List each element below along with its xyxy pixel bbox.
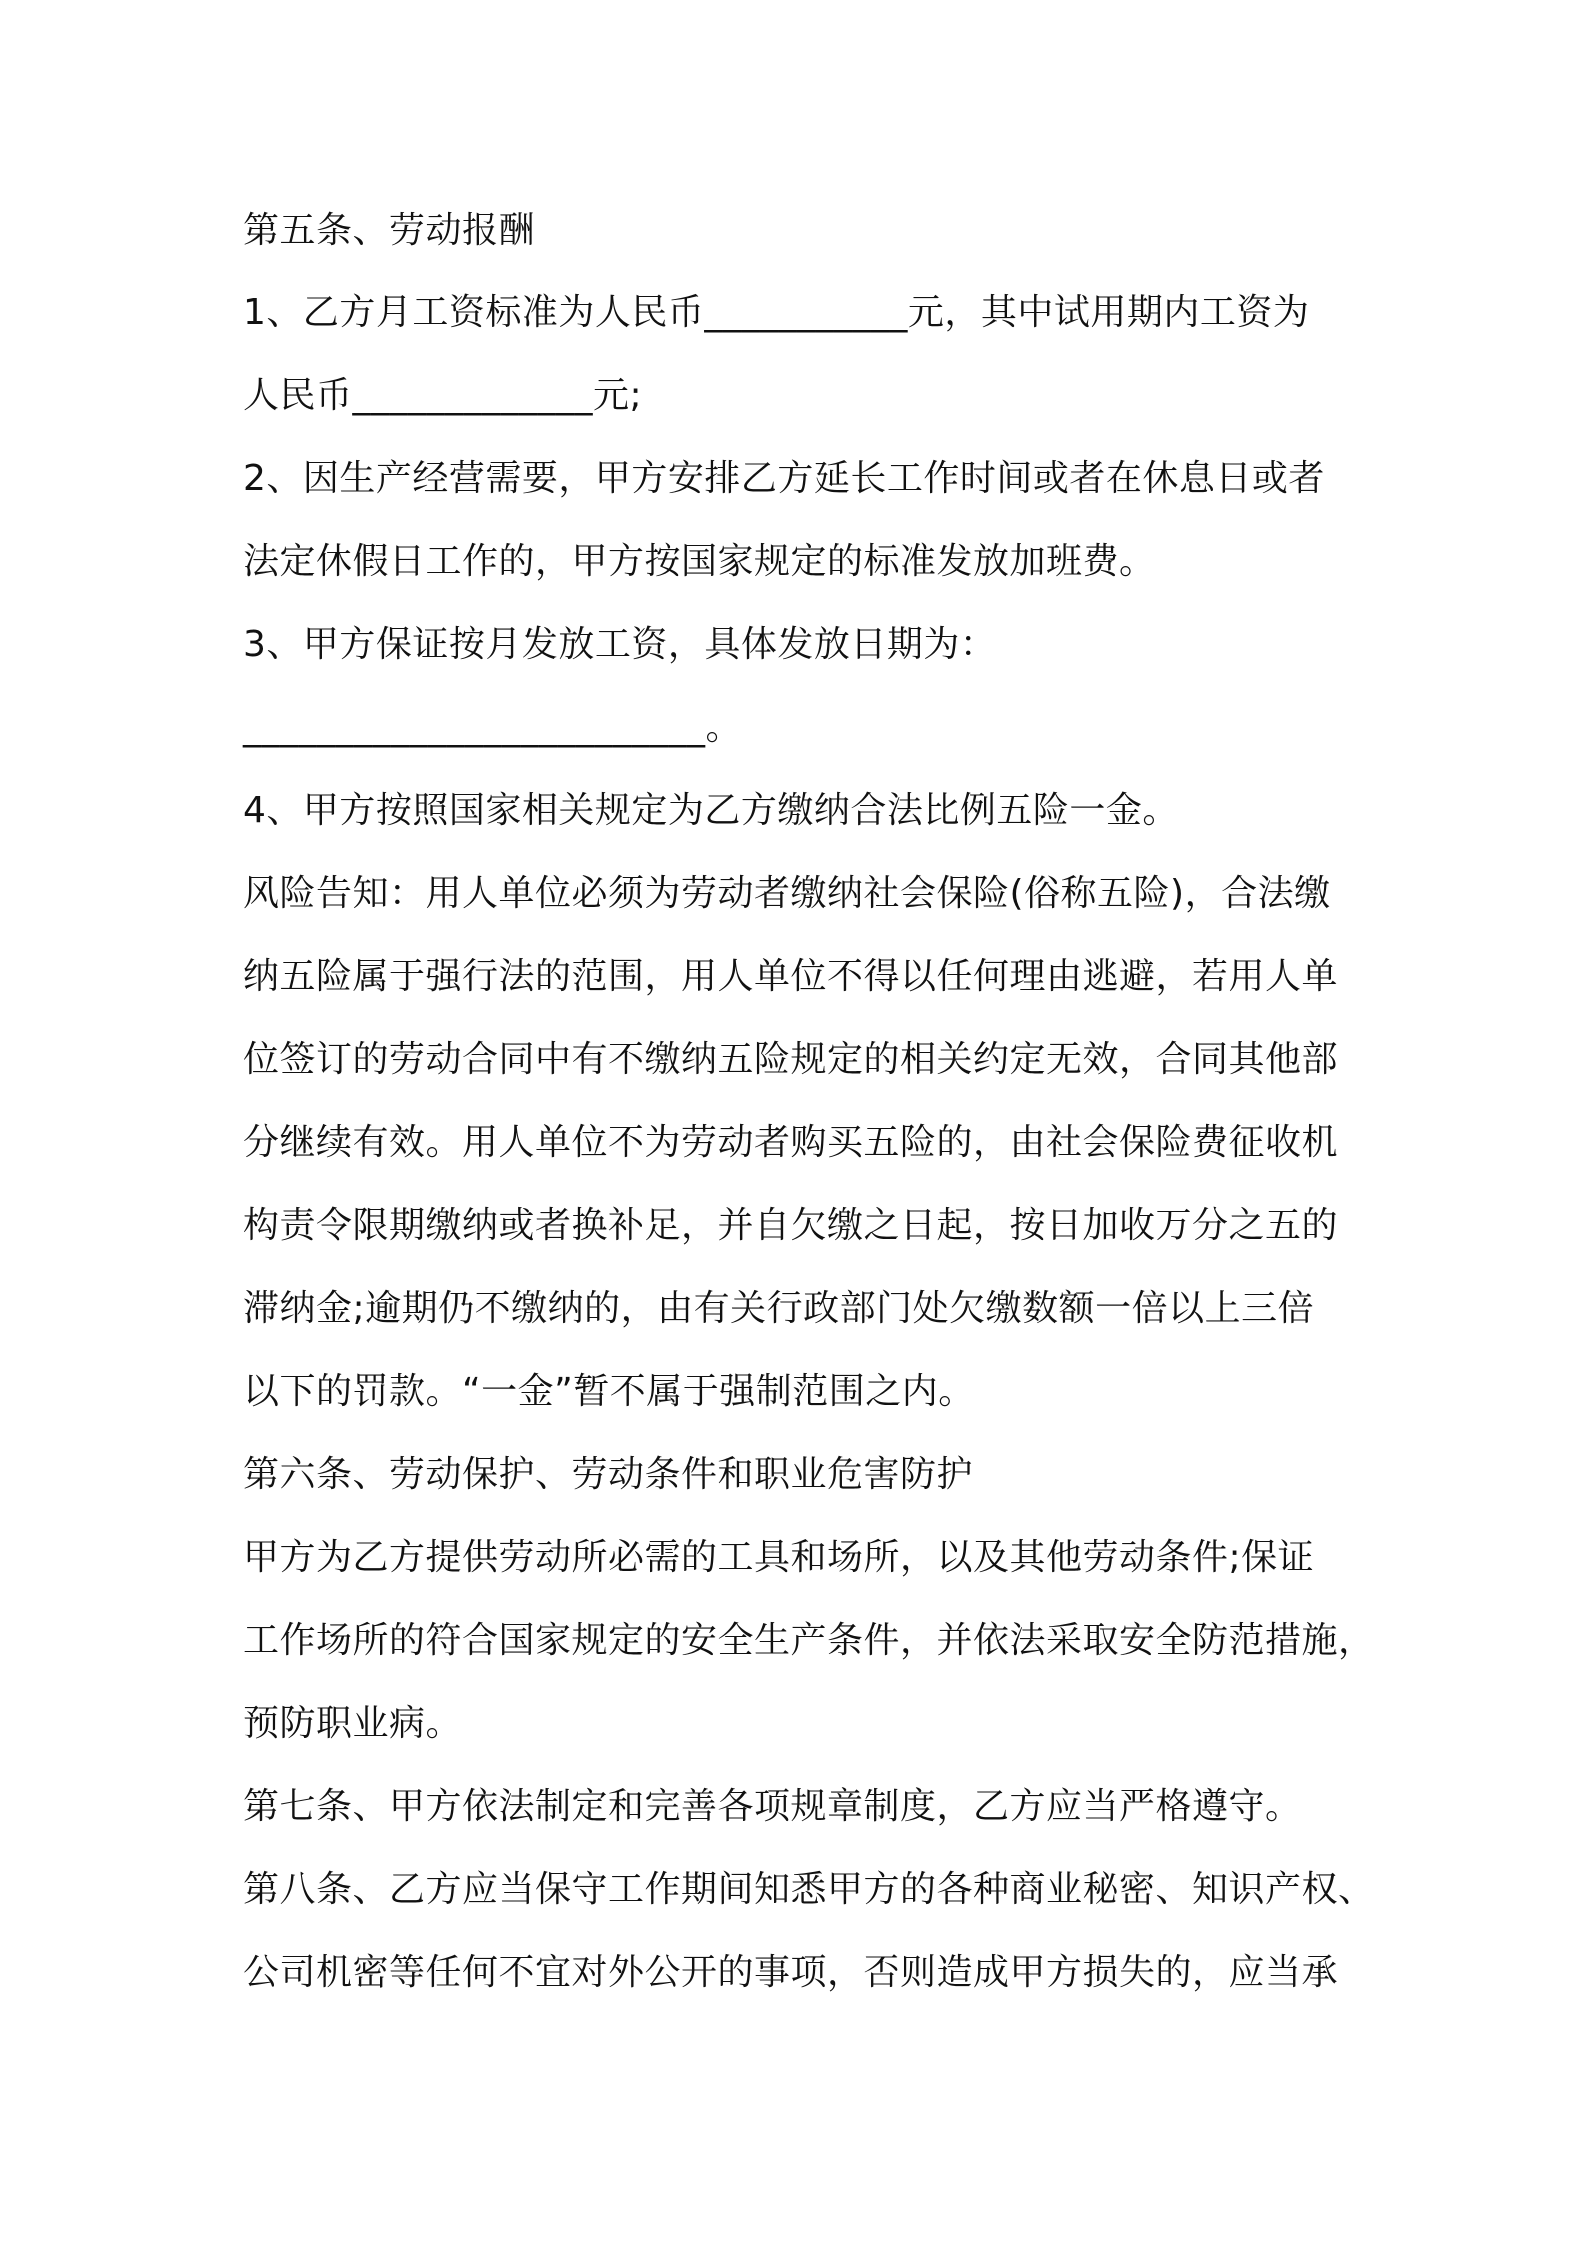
blank-date-line: _________________________。	[243, 707, 742, 748]
text-line: 人民币_____________元;	[243, 375, 643, 416]
text-line: 工作场所的符合国家规定的安全生产条件，并依法采取安全防范措施，	[243, 1620, 1375, 1661]
risk-notice-line: 风险告知：用人单位必须为劳动者缴纳社会保险(俗称五险)，合法缴	[243, 873, 1331, 914]
text-line: 预防职业病。	[243, 1703, 463, 1744]
text-line: 2、因生产经营需要，甲方安排乙方延长工作时间或者在休息日或者	[243, 458, 1325, 499]
risk-notice-line: 以下的罚款。“一金”暂不属于强制范围之内。	[243, 1371, 975, 1412]
risk-notice-line: 纳五险属于强行法的范围，用人单位不得以任何理由逃避，若用人单	[243, 956, 1339, 997]
text-line: 4、甲方按照国家相关规定为乙方缴纳合法比例五险一金。	[243, 790, 1179, 831]
risk-notice-line: 构责令限期缴纳或者换补足，并自欠缴之日起，按日加收万分之五的	[243, 1205, 1339, 1246]
text-line: 1、乙方月工资标准为人民币___________元，其中试用期内工资为	[243, 292, 1310, 333]
article-8-line: 第八条、乙方应当保守工作期间知悉甲方的各种商业秘密、知识产权、	[243, 1869, 1375, 1910]
article-7-line: 第七条、甲方依法制定和完善各项规章制度，乙方应当严格遵守。	[243, 1786, 1302, 1827]
text-line: 公司机密等任何不宜对外公开的事项，否则造成甲方损失的，应当承	[243, 1952, 1339, 1993]
risk-notice-line: 滞纳金;逾期仍不缴纳的，由有关行政部门处欠缴数额一倍以上三倍	[243, 1288, 1315, 1329]
risk-notice-line: 分继续有效。用人单位不为劳动者购买五险的，由社会保险费征收机	[243, 1122, 1339, 1163]
text-line: 3、甲方保证按月发放工资，具体发放日期为：	[243, 624, 997, 665]
text-line: 法定休假日工作的，甲方按国家规定的标准发放加班费。	[243, 541, 1156, 582]
risk-notice-line: 位签订的劳动合同中有不缴纳五险规定的相关约定无效，合同其他部	[243, 1039, 1339, 1080]
article-5-heading: 第五条、劳动报酬	[243, 210, 536, 251]
article-6-heading: 第六条、劳动保护、劳动条件和职业危害防护	[243, 1454, 974, 1495]
text-line: 甲方为乙方提供劳动所必需的工具和场所，以及其他劳动条件;保证	[243, 1537, 1315, 1578]
